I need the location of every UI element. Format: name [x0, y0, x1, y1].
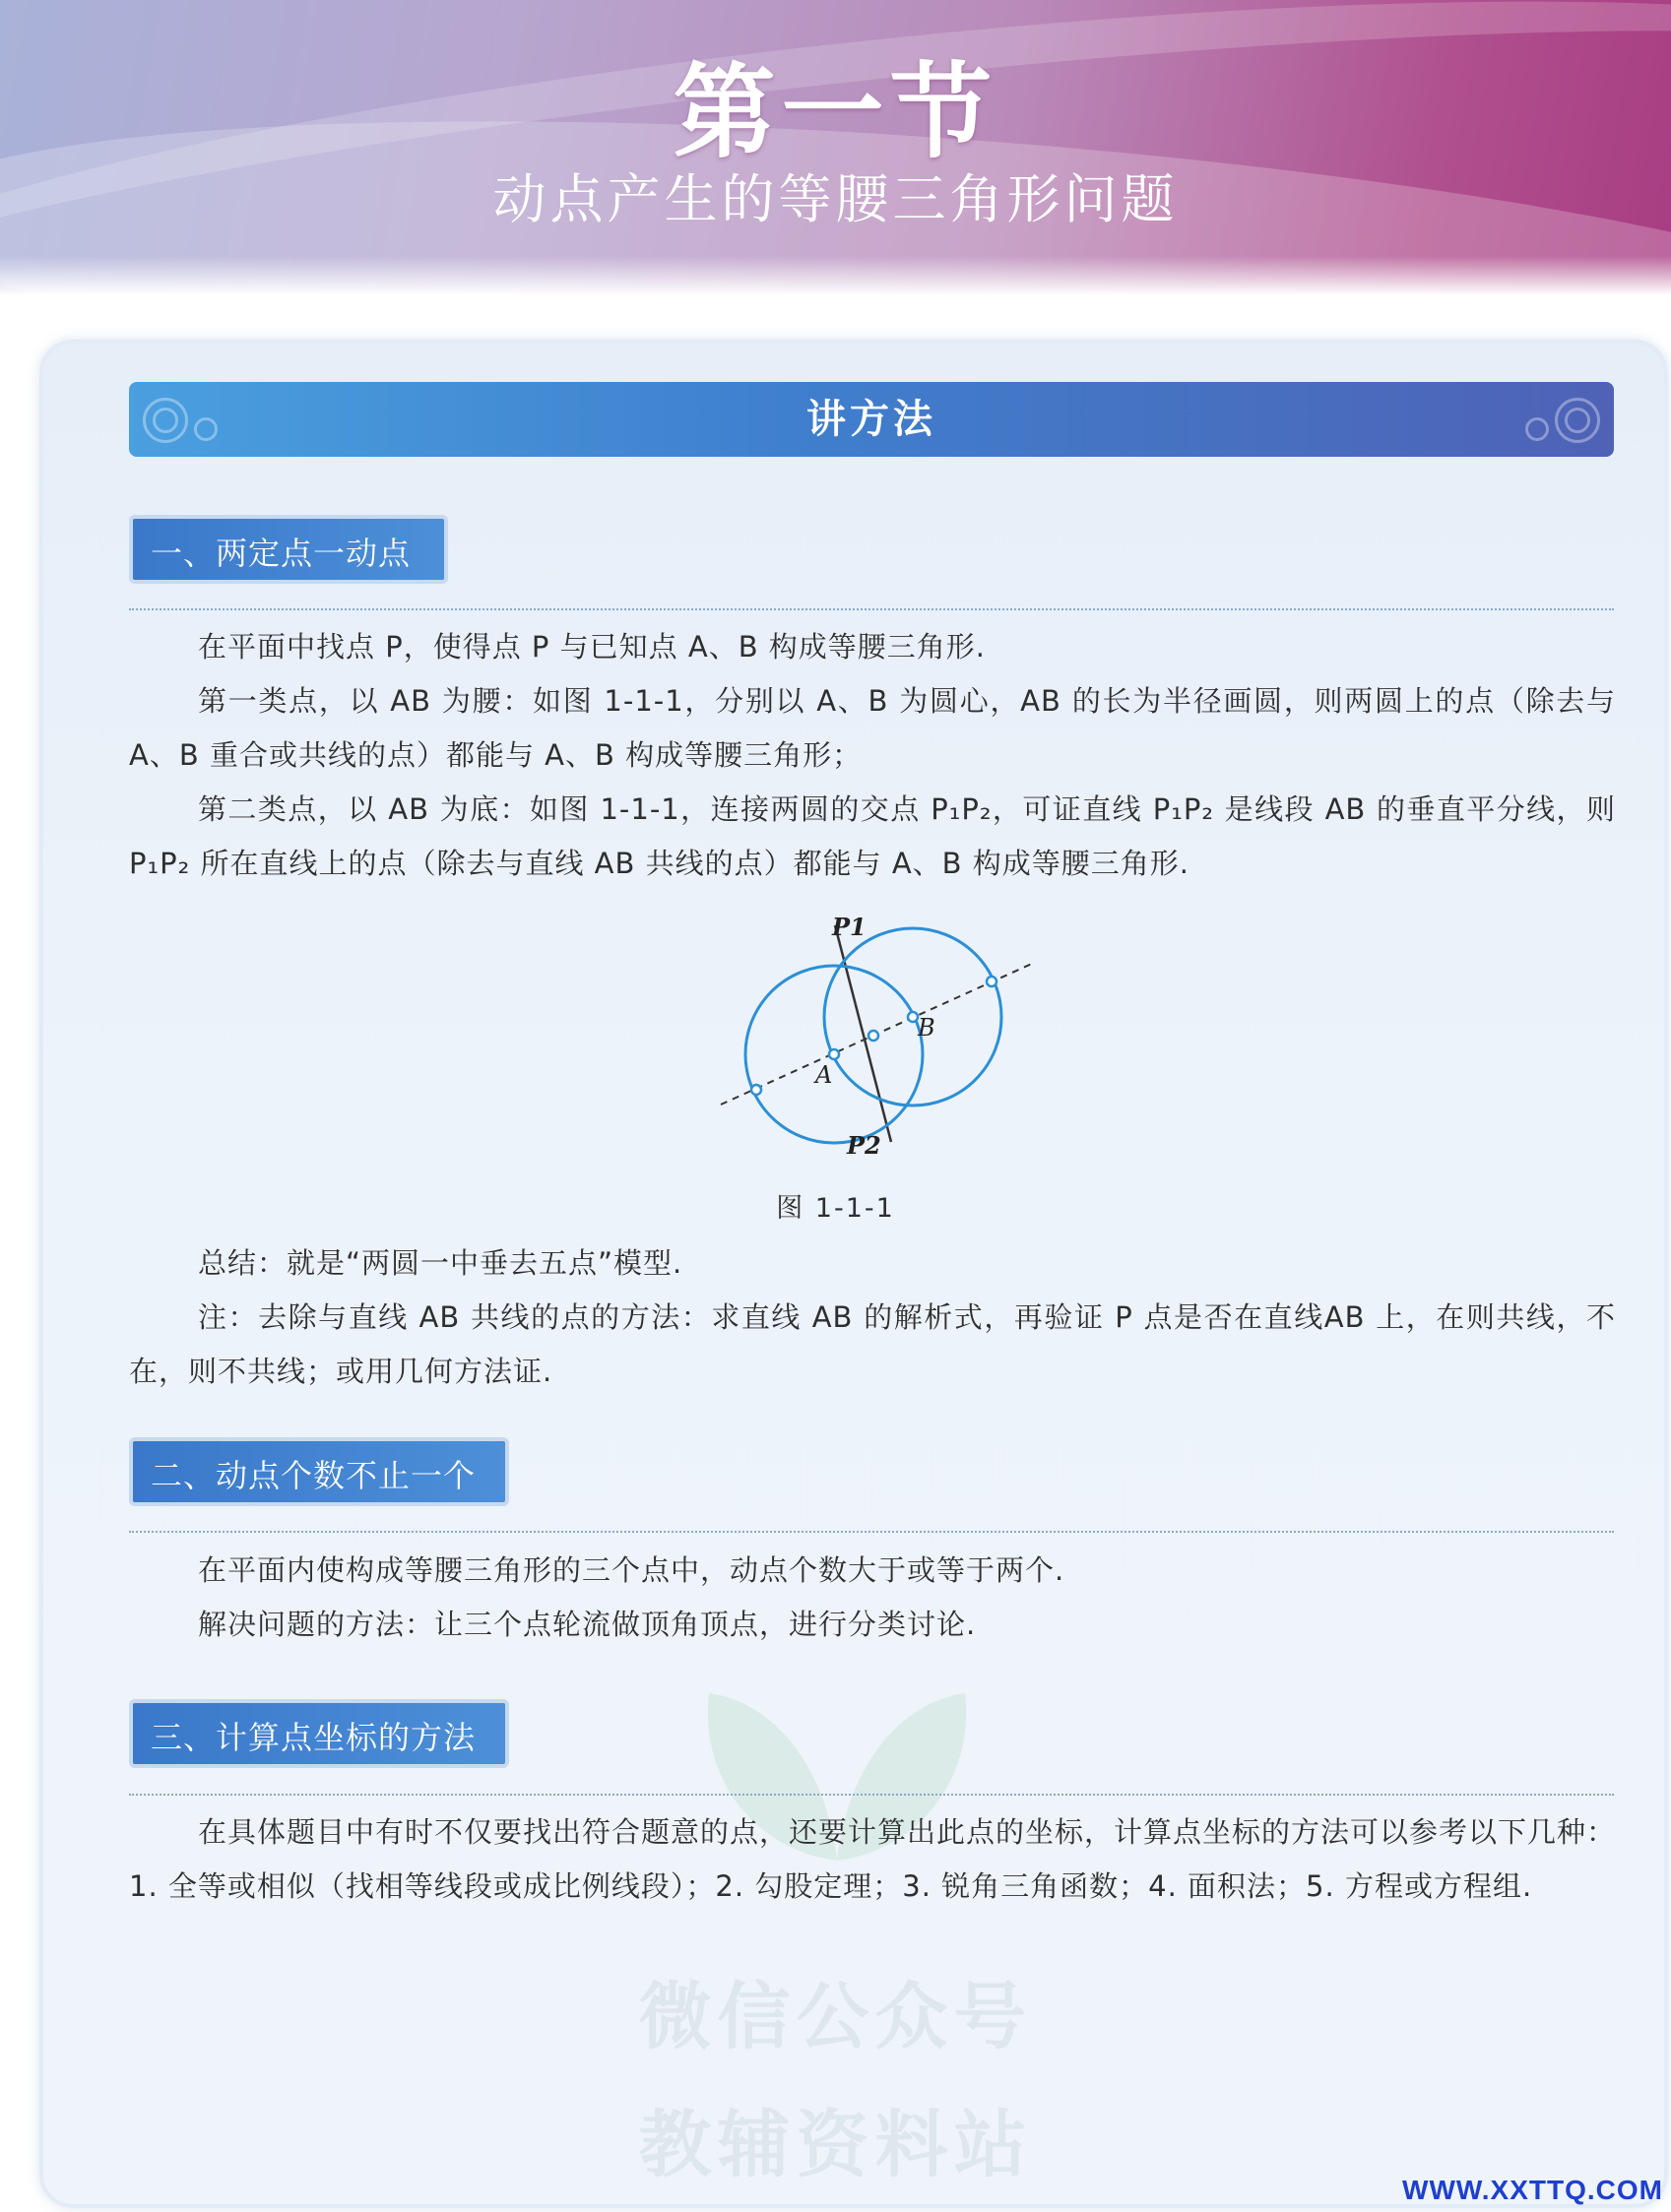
- label-a: A: [815, 1061, 833, 1089]
- point-a: [829, 1049, 839, 1059]
- banner-fade: [0, 256, 1671, 295]
- label-p1: P1: [832, 913, 867, 941]
- method-bar: [129, 382, 1614, 457]
- section-1-text: [129, 620, 1616, 891]
- section-tag-1: 一、两定点一动点: [129, 515, 448, 584]
- decor-ring: [1525, 417, 1549, 441]
- watermark-line2: 教辅资料站: [638, 2103, 1033, 2187]
- section-tag-3: 三、计算点坐标的方法: [129, 1699, 509, 1768]
- section-tag-2: 二、动点个数不止一个: [129, 1437, 509, 1506]
- header-banner: [0, 0, 1671, 295]
- watermark-line1: 微信公众号: [638, 1975, 1033, 2059]
- point-b: [908, 1012, 918, 1022]
- point-left-end: [751, 1085, 761, 1095]
- site-url: WWW.XXTTQ.COM: [1402, 2175, 1663, 2205]
- section-3-text: [129, 1805, 1616, 1914]
- point-right-end: [987, 977, 996, 986]
- s1-para-4: 总结：就是“两圆一中垂去五点”模型.: [198, 1246, 683, 1280]
- s1-para-2: 第一类点，以 AB 为腰：如图 1-1-1，分别以 A、B 为圆心，AB 的长为半径画圆，则两圆上的点（除去与 A、B 重合或共线的点）都能与 A、B 构成等腰三角形；: [129, 684, 1616, 772]
- s1-para-1: 在平面中找点 P，使得点 P 与已知点 A、B 构成等腰三角形.: [198, 630, 987, 664]
- figure-caption: 图 1-1-1: [776, 1193, 895, 1224]
- dotted-divider: [129, 608, 1614, 610]
- decor-ring: [1565, 408, 1590, 433]
- section-number: 第一节: [673, 52, 998, 172]
- line-p1p2: [835, 925, 891, 1142]
- decor-ring: [194, 417, 218, 441]
- dotted-divider: [129, 1531, 1614, 1533]
- point-midpoint: [868, 1031, 878, 1041]
- decor-ring: [153, 408, 178, 433]
- s1-para-3: 第二类点，以 AB 为底：如图 1-1-1，连接两圆的交点 P₁P₂，可证直线 P₁P₂ 是线段 AB 的垂直平分线，则 P₁P₂ 所在直线上的点（除去与直线 AB 共线的点）都能与 A、B 构成等腰三角形.: [129, 792, 1616, 880]
- s3-para-1: 在具体题目中有时不仅要找出符合题意的点，还要计算出此点的坐标，计算点坐标的方法可以参考以下几种：1. 全等或相似（找相等线段或成比例线段）；2. 勾股定理；3. 锐角三角函数；4. 面积法；5. 方程或方程组.: [129, 1815, 1617, 1903]
- method-bar-label: 讲方法: [806, 397, 936, 442]
- s2-para-1: 在平面内使构成等腰三角形的三个点中，动点个数大于或等于两个.: [198, 1553, 1065, 1587]
- s1-para-5: 注：去除与直线 AB 共线的点的方法：求直线 AB 的解析式，再验证 P 点是否在直线AB 上，在则共线，不在，则不共线；或用几何方法证.: [129, 1300, 1616, 1388]
- section-title: 动点产生的等腰三角形问题: [492, 168, 1179, 230]
- section-2-text: [129, 1544, 1616, 1652]
- section-1-summary: [129, 1236, 1616, 1399]
- dotted-divider: [129, 1794, 1614, 1796]
- label-b: B: [918, 1014, 935, 1042]
- figure-two-circles: [709, 906, 1054, 1162]
- s2-para-2: 解决问题的方法：让三个点轮流做顶角顶点，进行分类讨论.: [198, 1608, 977, 1641]
- label-p2: P2: [847, 1131, 881, 1160]
